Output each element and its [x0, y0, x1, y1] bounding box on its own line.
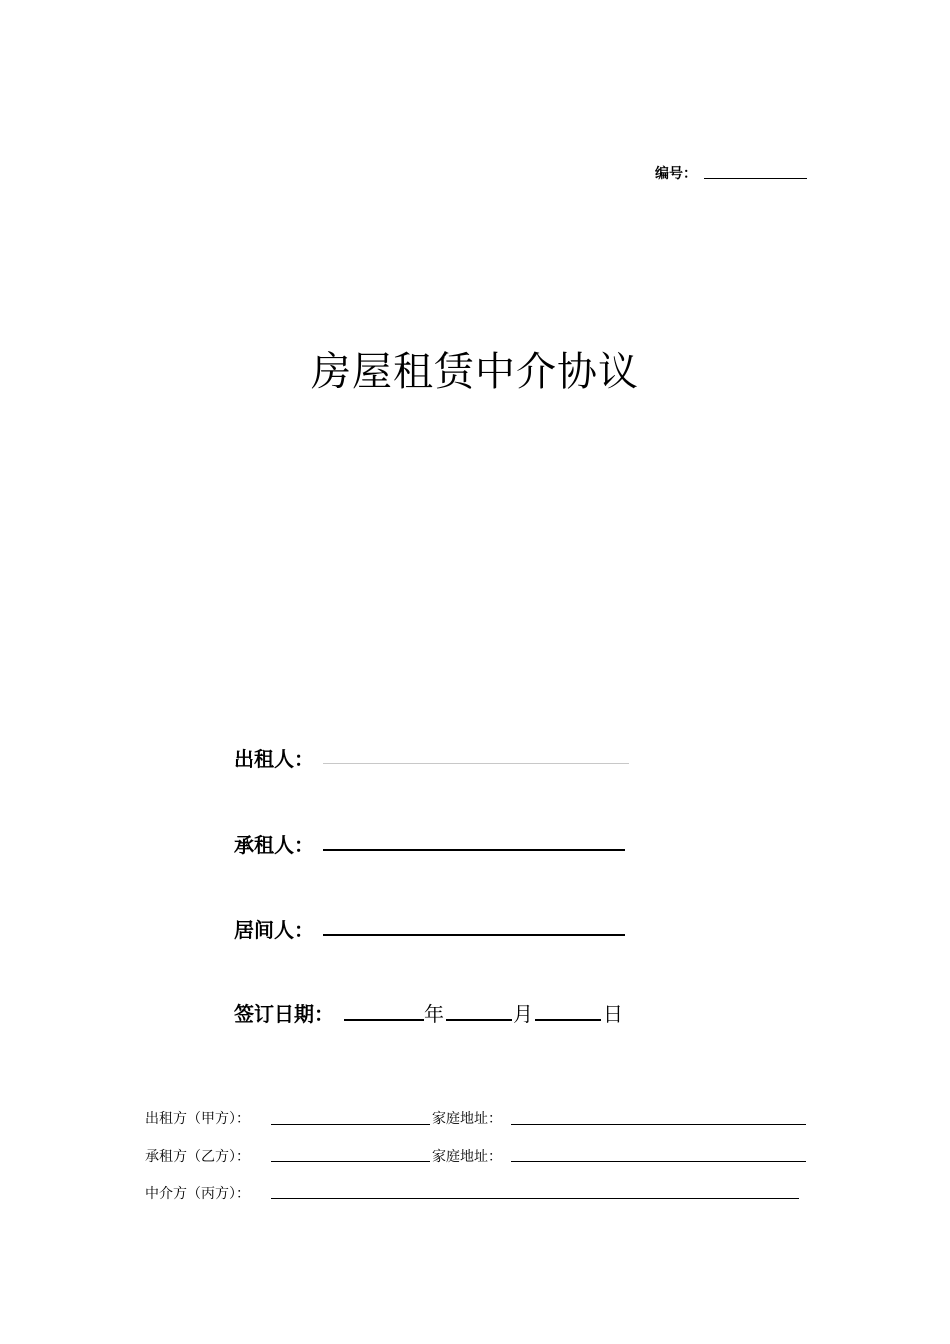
lessee-label: 承租人： — [234, 833, 314, 857]
year-label: 年 — [424, 1002, 444, 1026]
serial-number-blank[interactable] — [704, 178, 807, 179]
party-b-name-blank[interactable] — [271, 1161, 430, 1162]
party-a-address-blank[interactable] — [511, 1124, 806, 1125]
lessee-blank[interactable] — [323, 849, 625, 851]
party-c-label: 中介方（丙方）： — [145, 1186, 250, 1202]
broker-label: 居间人： — [234, 918, 314, 942]
broker-blank[interactable] — [323, 934, 625, 936]
signing-month-blank[interactable] — [446, 1019, 512, 1021]
party-b-address-label: 家庭地址： — [432, 1149, 502, 1165]
month-label: 月 — [513, 1002, 533, 1026]
signing-date-label: 签订日期： — [234, 1002, 334, 1026]
lessor-label: 出租人： — [234, 747, 314, 771]
party-a-label: 出租方（甲方）： — [145, 1111, 250, 1127]
document-title: 房屋租赁中介协议 — [311, 349, 639, 395]
party-a-address-label: 家庭地址： — [432, 1111, 502, 1127]
lessor-blank[interactable] — [323, 763, 629, 764]
signing-year-blank[interactable] — [344, 1019, 424, 1021]
day-label: 日 — [603, 1002, 623, 1026]
serial-number-label: 编号： — [655, 166, 697, 182]
party-b-label: 承租方（乙方）： — [145, 1149, 250, 1165]
signing-day-blank[interactable] — [535, 1019, 601, 1021]
party-b-address-blank[interactable] — [511, 1161, 806, 1162]
party-c-name-blank[interactable] — [271, 1198, 799, 1199]
party-a-name-blank[interactable] — [271, 1124, 430, 1125]
